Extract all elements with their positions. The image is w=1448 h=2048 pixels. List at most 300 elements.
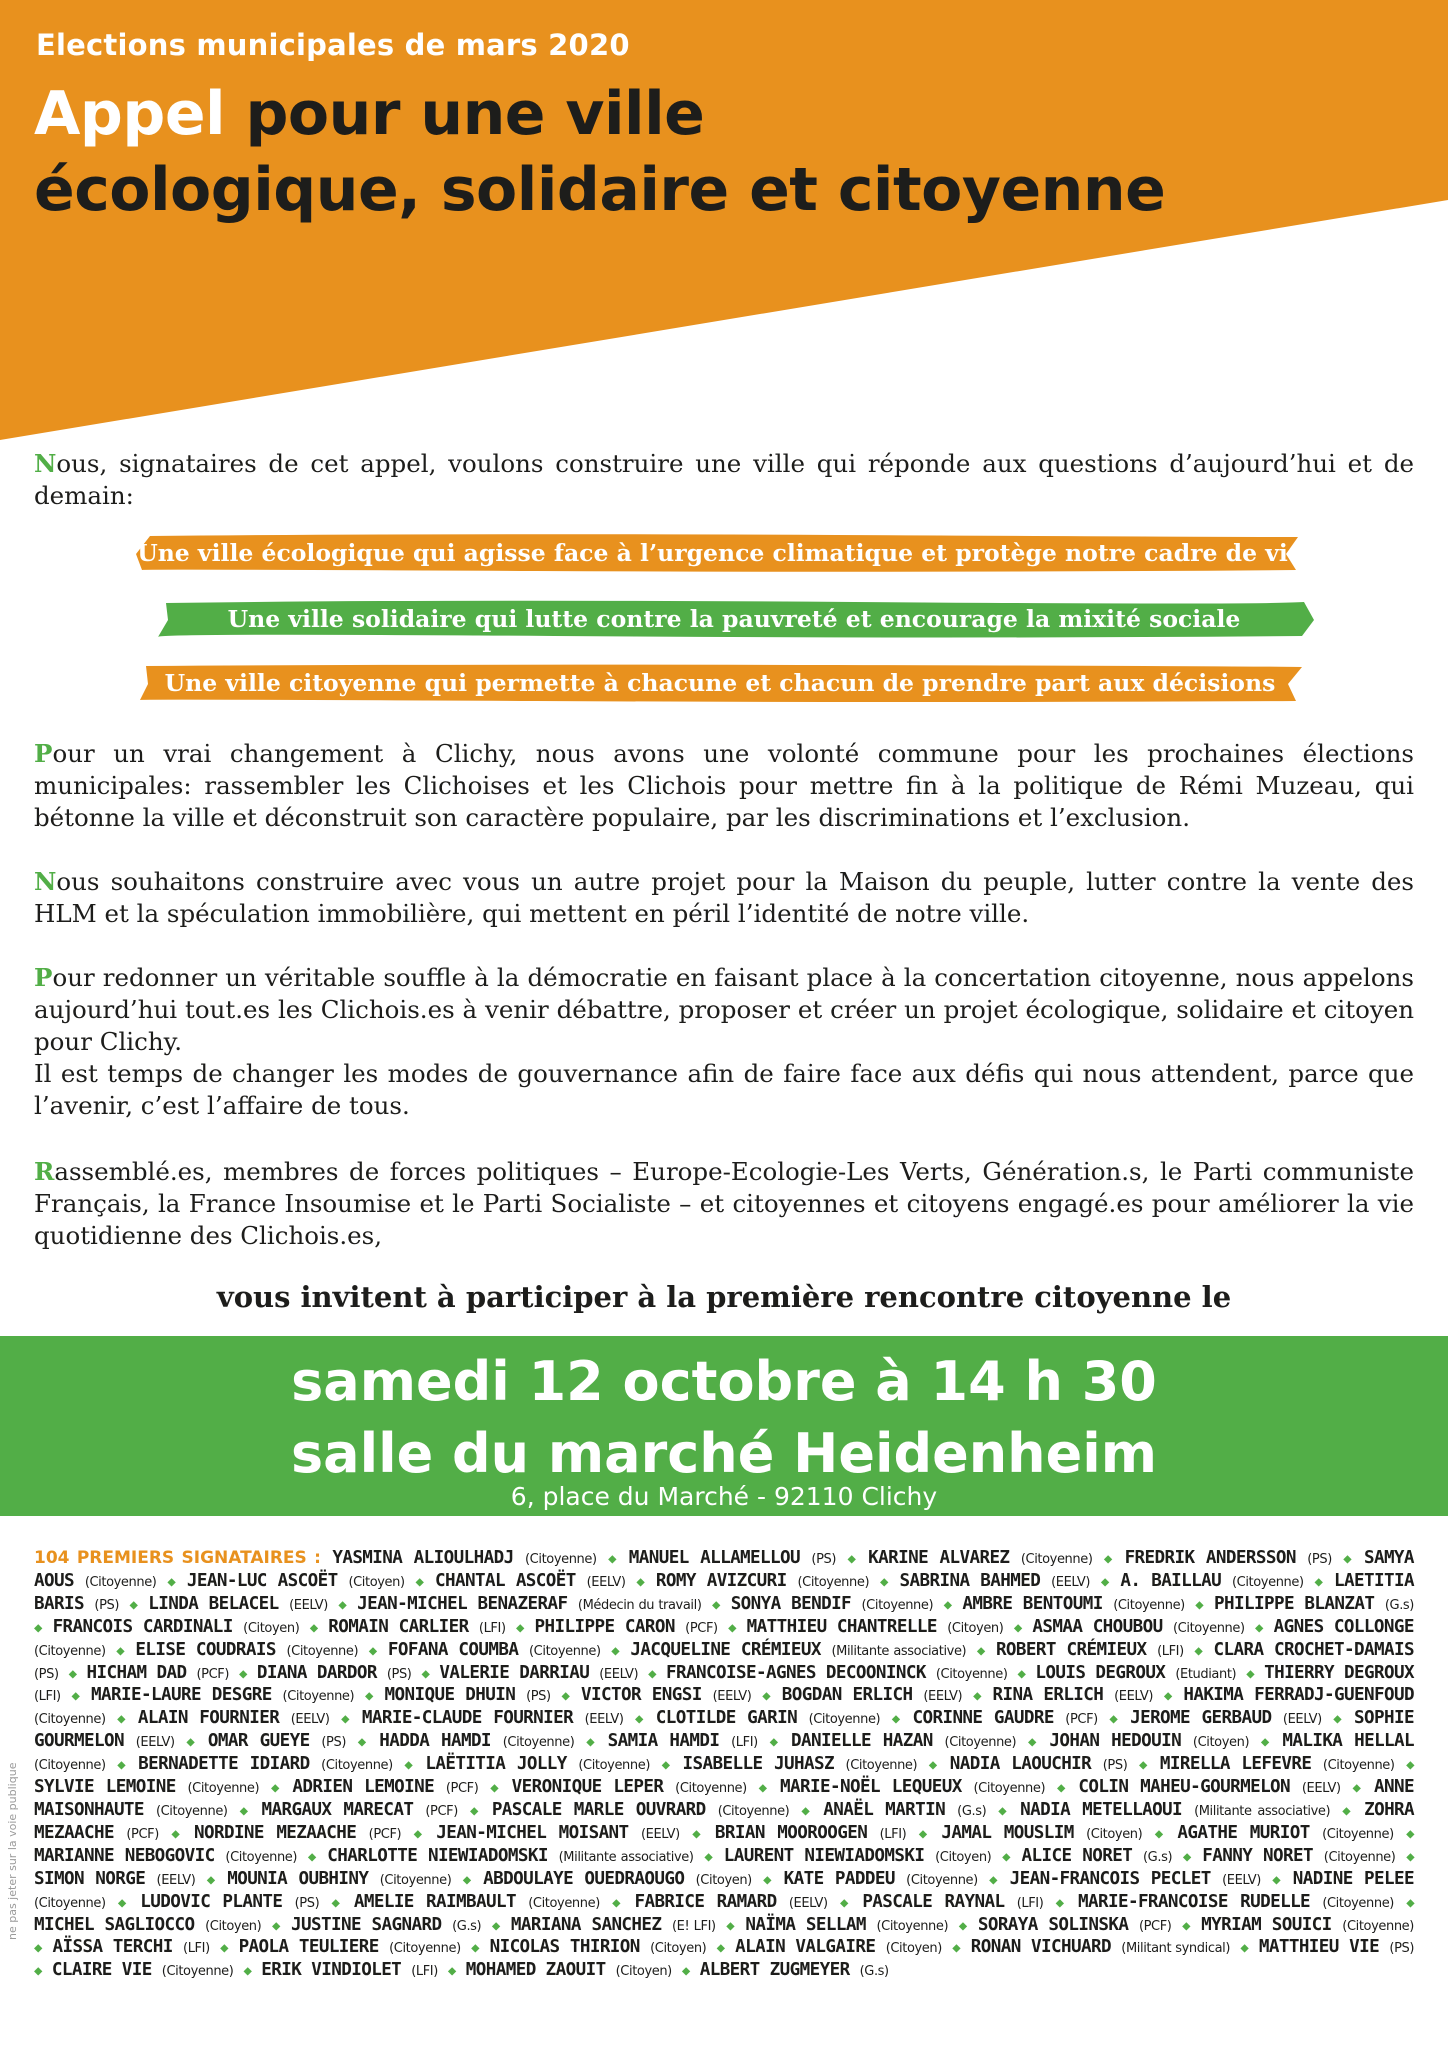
signatory-affiliation: (Citoyenne) [1322,1758,1395,1774]
signatory-name: JEAN-FRANCOIS PECLET [1009,1868,1211,1889]
event-address: 6, place du Marché - 92110 Clichy [510,1482,938,1511]
signatory-name: MIRELLA LEFEVRE [1159,1754,1312,1775]
paragraph-text-2: Il est temps de changer les modes de gouvernance afin de faire face aux défis qui nous attendent, parce que l’avenir, c’est l’affaire de tous. [34,1059,1414,1120]
signatory-name: AÏSSA TERCHI [52,1937,173,1958]
signatory-affiliation: (Citoyenne) [321,1758,393,1774]
paragraph-democratie [34,962,1414,1122]
signatory-affiliation: (G.s) [1143,1849,1173,1865]
signatory-name: LAURENT NIEWIADOMSKI [723,1845,925,1866]
diamond-separator-icon: ◆ [1056,1780,1067,1797]
signatory-affiliation: (LFI) [478,1620,506,1636]
diamond-separator-icon: ◆ [471,1940,480,1957]
signatory-affiliation: (EELV) [586,1574,626,1590]
diamond-separator-icon: ◆ [1406,1894,1415,1911]
diamond-separator-icon: ◆ [1240,1940,1249,1957]
signatory-affiliation: (Citoyenne) [282,1689,355,1705]
signatory-affiliation: (EELV) [1114,1689,1154,1705]
diamond-separator-icon: ◆ [462,1871,472,1888]
signatory-name: ROMY AVIZCURI [655,1570,787,1591]
signatory-name: NAÏMA SELLAM [745,1914,866,1935]
diamond-separator-icon: ◆ [943,1596,952,1613]
diamond-separator-icon: ◆ [586,1734,596,1751]
signatory-name: MICHEL SAGLIOCCO [34,1914,195,1935]
signatory-affiliation: (Militante associative) [1194,1803,1331,1819]
diamond-separator-icon: ◆ [331,1894,342,1911]
signatory-affiliation: (Citoyenne) [578,1758,651,1774]
signatory-affiliation: (Citoyen) [947,1620,1004,1636]
diamond-separator-icon: ◆ [879,1573,889,1590]
banner-solidaire [154,598,1314,640]
signatory-affiliation: (EELV) [640,1826,680,1842]
signatory-affiliation: (PS) [1102,1758,1128,1774]
diamond-separator-icon: ◆ [515,1619,525,1636]
drop-letter: R [34,1157,55,1186]
signatory-name: COLIN MAHEU-GOURMELON [1078,1777,1291,1798]
diamond-separator-icon: ◆ [847,1551,857,1567]
signatory-affiliation: (EELV) [290,1712,330,1728]
signatory-name: RINA ERLICH [992,1685,1104,1706]
diamond-separator-icon: ◆ [338,1596,347,1613]
signatory-name: FRANCOIS CARDINALI [52,1616,233,1637]
signatory-affiliation: (PS) [321,1735,346,1751]
signatory-name: ELISE COUDRAIS [135,1639,276,1660]
signatory-name: ALICE NORET [1021,1845,1133,1866]
signatory-affiliation: (Citoyenne) [187,1781,260,1797]
event-banner [0,1336,1448,1516]
signatory-name: NICOLAS THIRION [489,1937,640,1958]
diamond-separator-icon: ◆ [648,1665,657,1682]
drop-letter: N [34,867,57,896]
signatory-name: JEAN-LUC ASCOËT [186,1570,338,1591]
banner-text: Une ville citoyenne qui permette à chacune et chacun de prendre part aux décisions [164,669,1276,697]
event-date: samedi 12 octobre à 14 h 30 [291,1350,1157,1413]
signatory-name: PASCALE RAYNAL [862,1891,1005,1912]
signatory-affiliation: (Citoyenne) [1342,1918,1414,1934]
signatory-affiliation: (Citoyen) [1192,1735,1250,1751]
signatory-name: ASMAA CHOUBOU [1032,1616,1163,1637]
diamond-separator-icon: ◆ [491,1917,501,1934]
signatory-name: KATE PADDEU [783,1868,895,1889]
signatory-affiliation: (EELV) [712,1689,752,1705]
signatory-name: NADIA METELLAOUI [1020,1799,1183,1820]
signatory-affiliation: (PCF) [196,1666,230,1682]
diamond-separator-icon: ◆ [989,1871,999,1888]
signatory-affiliation: (Citoyenne) [161,1964,234,1980]
intro-paragraph [34,448,1414,512]
signatory-name: PHILIPPE CARON [534,1616,675,1637]
signatory-name: PHILIPPE BLANZAT [1214,1593,1375,1614]
signatory-affiliation: (EELV) [1222,1872,1261,1888]
signatory-affiliation: (Citoyenne) [528,1895,600,1911]
signatory-affiliation: (PS) [1307,1552,1332,1567]
diamond-separator-icon: ◆ [928,1757,939,1774]
signatory-name: MARGAUX MARECAT [261,1799,414,1820]
signatory-affiliation: (Citoyen) [205,1918,262,1934]
signatory-name: SAMYA AOUS [34,1548,1414,1591]
diamond-separator-icon: ◆ [801,1802,812,1819]
event-venue: salle du marché Heidenheim [290,1422,1158,1485]
signatory-name: AGATHE MURIOT [1177,1822,1310,1843]
diamond-separator-icon: ◆ [1333,1711,1343,1728]
signatory-affiliation: (LFI) [183,1941,210,1957]
diamond-separator-icon: ◆ [1406,1825,1414,1842]
signatory-affiliation: (EELV) [1301,1781,1341,1797]
signatory-affiliation: (G.s) [1384,1597,1414,1613]
paragraph-rassembles [34,1156,1414,1252]
diamond-separator-icon: ◆ [307,1848,317,1865]
signatory-affiliation: (E! LFI) [672,1918,716,1934]
signatory-name: JEAN-MICHEL MOISANT [436,1822,629,1843]
diamond-separator-icon: ◆ [611,1642,620,1659]
signatory-name: ALAIN FOURNIER [137,1708,280,1729]
signatory-affiliation: (Citoyenne) [944,1735,1017,1751]
paragraph-text: our redonner un véritable souffle à la démocratie en faisant place à la concertation citoyenne, nous appelons aujourd’hui tout.es les Clichois.es à venir débattre, proposer et créer un projet écologique, solidaire et citoyen pour Clichy. [34,963,1414,1056]
diamond-separator-icon: ◆ [220,1940,229,1957]
signatory-affiliation: (Citoyenne) [1020,1552,1093,1567]
signatory-name: JEAN-MICHEL BENAZERAF [357,1593,568,1614]
signatory-affiliation: (PS) [34,1666,59,1682]
paragraph-text: our un vrai changement à Clichy, nous avons une volonté commune pour les prochaines élections municipales: rassembler les Clichoises et les Clichois pour mettre fin à la politique de Rémi Muzeau, qui bétonne la ville et déconstruit son caractère populaire, par les discriminations et l’exclusion. [34,739,1414,832]
diamond-separator-icon: ◆ [239,1802,250,1819]
signatory-name: JUSTINE SAGNARD [291,1914,442,1935]
signatory-affiliation: (Militante associative) [558,1849,694,1865]
signatory-name: AMELIE RAIMBAULT [353,1891,516,1912]
diamond-separator-icon: ◆ [243,1963,252,1980]
signatory-name: SONYA BENDIF [730,1593,852,1614]
banner-citoyenne [136,662,1304,704]
diamond-separator-icon: ◆ [1154,1825,1165,1842]
diamond-separator-icon: ◆ [129,1596,138,1613]
diamond-separator-icon: ◆ [704,1848,713,1865]
signatory-name: BOGDAN ERLICH [781,1685,913,1706]
signatory-affiliation: (Citoyen) [695,1872,752,1888]
signatory-name: VALERIE DARRIAU [439,1662,590,1683]
diamond-separator-icon: ◆ [1406,1757,1414,1774]
diamond-separator-icon: ◆ [976,1642,986,1659]
diamond-separator-icon: ◆ [1194,1642,1203,1659]
signatory-affiliation: (EELV) [289,1597,328,1613]
diamond-separator-icon: ◆ [490,1780,500,1797]
signatory-name: PASCALE MARLE OUVRARD [491,1799,706,1820]
diamond-separator-icon: ◆ [1343,1551,1353,1567]
signatory-affiliation: (Citoyenne) [973,1781,1046,1797]
signatory-affiliation: (PCF) [1065,1712,1098,1728]
diamond-separator-icon: ◆ [608,1551,618,1567]
signatory-name: ADRIEN LEMOINE [292,1777,435,1798]
diamond-separator-icon: ◆ [1002,1848,1011,1865]
signatory-affiliation: (EELV) [1282,1712,1322,1728]
signatory-name: NORDINE MEZAACHE [193,1822,357,1843]
diamond-separator-icon: ◆ [952,1940,961,1957]
signatory-name: NADINE PELEE [1292,1868,1414,1889]
diamond-separator-icon: ◆ [839,1894,851,1911]
signatory-name: YASMINA ALIOULHADJ [332,1548,514,1568]
title-line1-rest: pour une ville [245,79,705,149]
signatory-name: THIERRY DEGROUX [1264,1662,1414,1683]
diamond-separator-icon: ◆ [726,1917,735,1934]
signatory-affiliation: (PS) [94,1597,120,1613]
signatory-name: ABDOULAYE OUEDRAOUGO [483,1868,685,1889]
signatory-name: ALAIN VALGAIRE [735,1937,876,1958]
signatory-name: MARIANA SANCHEZ [510,1914,662,1935]
signatory-name: MARIANNE NEBOGOVIC [34,1845,215,1866]
signatory-affiliation: (Citoyenne) [797,1574,870,1590]
diamond-separator-icon: ◆ [1352,1780,1363,1797]
signatory-name: JEROME GERBAUD [1130,1708,1272,1729]
drop-letter: P [34,963,53,992]
signatories-list [34,1548,1414,1983]
signatory-name: SORAYA SOLINSKA [977,1914,1129,1935]
signatory-name: ANNE MAISONHAUTE [34,1777,1414,1820]
signatory-affiliation: (Citoyenne) [861,1597,934,1613]
signatory-affiliation: (Militant syndical) [1121,1941,1231,1957]
diamond-separator-icon: ◆ [34,1963,42,1980]
signatory-affiliation: (Citoyenne) [1322,1826,1394,1842]
diamond-separator-icon: ◆ [365,1688,374,1705]
diamond-separator-icon: ◆ [612,1894,623,1911]
diamond-separator-icon: ◆ [341,1711,351,1728]
signatory-name: FABRICE RAMARD [634,1891,777,1912]
diamond-separator-icon: ◆ [1342,1802,1353,1819]
diamond-separator-icon: ◆ [186,1734,197,1751]
diamond-separator-icon: ◆ [34,1940,43,1957]
signatory-affiliation: (PCF) [425,1803,458,1819]
signatory-name: ZOHRA MEZAACHE [34,1799,1415,1843]
signatory-affiliation: (PCF) [1138,1918,1172,1934]
signatory-affiliation: (PCF) [368,1826,402,1842]
signatory-affiliation: (Citoyenne) [717,1803,790,1819]
signatory-affiliation: (EELV) [788,1895,828,1911]
signatory-name: MALIKA HELLAL [1282,1731,1415,1752]
banner-text: Une ville solidaire qui lutte contre la pauvreté et encourage la mixité sociale [227,605,1241,633]
signatory-name: SOPHIE GOURMELON [34,1708,1414,1752]
diamond-separator-icon: ◆ [404,1757,414,1774]
signatory-affiliation: (Citoyenne) [845,1758,918,1774]
signatory-name: ROMAIN CARLIER [328,1616,469,1637]
title-line2: écologique, solidaire et citoyenne [34,155,1166,225]
signatory-affiliation: (LFI) [879,1826,907,1842]
diamond-separator-icon: ◆ [447,1963,456,1980]
signatory-name: DANIELLE HAZAN [791,1731,933,1752]
signatory-name: HAKIMA FERRADJ-GUENFOUD [1183,1685,1414,1706]
signatory-affiliation: (Citoyenne) [906,1872,978,1888]
signatory-affiliation: (Citoyenne) [84,1574,157,1590]
signatory-name: VERONIQUE LEPER [511,1777,664,1798]
signatory-name: HADDA HAMDI [379,1731,491,1752]
signatory-name: OMAR GUEYE [207,1731,310,1752]
diamond-separator-icon: ◆ [769,1734,780,1751]
side-note: ne pas jeter sur la voie publique [6,1762,19,1940]
diamond-separator-icon: ◆ [271,1917,281,1934]
signatory-name: MARIE-FRANCOISE RUDELLE [1077,1891,1311,1912]
diamond-separator-icon: ◆ [1017,1665,1026,1682]
diamond-separator-icon: ◆ [763,1871,773,1888]
page-title [34,76,1414,228]
signatory-name: LUDOVIC PLANTE [140,1891,283,1912]
intro-text: ous, signataires de cet appel, voulons construire une ville qui réponde aux questions d’aujourd’hui et de demain: [34,449,1414,510]
diamond-separator-icon: ◆ [116,1642,125,1659]
diamond-separator-icon: ◆ [1255,1619,1264,1636]
diamond-separator-icon: ◆ [167,1573,177,1590]
signatory-name: MARIE-LAURE DESGRE [91,1685,272,1706]
signatory-name: VICTOR ENGSI [581,1685,702,1706]
diamond-separator-icon: ◆ [469,1802,480,1819]
signatory-name: ROBERT CRÉMIEUX [995,1639,1147,1660]
signatory-name: ISABELLE JUHASZ [682,1754,834,1775]
signatory-name: MARIE-NOËL LEQUEUX [780,1777,962,1798]
paragraph-projet [34,866,1414,930]
diamond-separator-icon: ◆ [1138,1757,1149,1774]
signatory-name: RONAN VICHUARD [970,1937,1111,1958]
signatory-name: FOFANA COUMBA [387,1639,519,1660]
diamond-separator-icon: ◆ [1182,1848,1192,1865]
signatory-affiliation: (Citoyenne) [34,1643,106,1659]
signatory-affiliation: (LFI) [1157,1643,1184,1659]
signatory-name: FRANCOISE-AGNES DECOONINCK [666,1662,926,1683]
signatory-name: LOUIS DEGROUX [1035,1662,1166,1683]
signatory-affiliation: (PS) [294,1895,320,1911]
signatory-name: ALBERT ZUGMEYER [699,1960,850,1981]
signatory-affiliation: (Citoyenne) [1322,1895,1394,1911]
signatory-name: SABRINA BAHMED [899,1570,1041,1591]
diamond-separator-icon: ◆ [206,1871,216,1888]
signatory-name: LAËTITIA JOLLY [425,1754,567,1775]
diamond-separator-icon: ◆ [1103,1551,1114,1567]
signatory-affiliation: (EELV) [599,1666,639,1682]
diamond-separator-icon: ◆ [1055,1894,1066,1911]
signatory-affiliation: (G.s) [452,1918,482,1934]
signatory-name: ERIK VINDIOLET [261,1960,402,1981]
diamond-separator-icon: ◆ [415,1573,425,1590]
diamond-separator-icon: ◆ [1406,1848,1415,1865]
diamond-separator-icon: ◆ [71,1688,81,1705]
paragraph-text: assemblé.es, membres de forces politiques – Europe-Ecologie-Les Verts, Génération.s, le Parti communiste Français, la France Insoumise et le Parti Socialiste – et citoyennes et citoyens engagé.es pour améliorer la vie quotidienne des Clichois.es, [34,1157,1414,1250]
signatory-affiliation: (Citoyenne) [1173,1620,1245,1636]
signatory-affiliation: (PS) [1389,1941,1415,1957]
diamond-separator-icon: ◆ [117,1711,127,1728]
signatory-affiliation: (EELV) [584,1712,624,1728]
diamond-separator-icon: ◆ [368,1642,378,1659]
diamond-separator-icon: ◆ [711,1596,721,1613]
signatory-affiliation: (Militante associative) [831,1643,967,1659]
signatory-name: JACQUELINE CRÉMIEUX [630,1639,821,1660]
diamond-separator-icon: ◆ [1013,1619,1023,1636]
signatory-affiliation: (Citoyenne) [525,1552,597,1567]
signatory-affiliation: (Citoyenne) [808,1712,881,1728]
signatory-affiliation: (Etudiant) [1175,1666,1237,1682]
invite-line: vous invitent à participer à la première rencontre citoyenne le [216,1280,1232,1314]
banner-text: Une ville écologique qui agisse face à l’urgence climatique et protège notre cadre de vie [137,539,1303,567]
diamond-separator-icon: ◆ [891,1711,901,1728]
diamond-separator-icon: ◆ [117,1894,128,1911]
diamond-separator-icon: ◆ [1272,1871,1282,1888]
diamond-separator-icon: ◆ [1027,1734,1038,1751]
signatory-affiliation: (Citoyenne) [1232,1574,1304,1590]
diamond-separator-icon: ◆ [421,1665,430,1682]
signatory-affiliation: (Citoyen) [935,1849,992,1865]
drop-letter: N [34,449,57,478]
signatory-affiliation: (Citoyen) [243,1620,300,1636]
signatory-affiliation: (LFI) [411,1964,438,1980]
diamond-separator-icon: ◆ [357,1734,368,1751]
diamond-separator-icon: ◆ [728,1619,737,1636]
diamond-separator-icon: ◆ [918,1825,929,1842]
signatory-affiliation: (EELV) [135,1735,175,1751]
signatory-name: JOHAN HEDOUIN [1049,1731,1182,1752]
signatory-name: AMBRE BENTOUMI [962,1593,1103,1614]
paragraph-text: ous souhaitons construire avec vous un autre projet pour la Maison du peuple, lutter contre la vente des HLM et la spéculation immobilière, qui mettent en péril l’identité de notre ville. [34,867,1414,928]
signatory-affiliation: (Citoyenne) [1113,1597,1185,1613]
signatory-name: CORINNE GAUDRE [912,1708,1054,1729]
signatory-affiliation: (PCF) [445,1781,479,1797]
diamond-separator-icon: ◆ [561,1688,571,1705]
diamond-separator-icon: ◆ [1163,1688,1173,1705]
signatory-name: A. BAILLAU [1120,1570,1222,1591]
diamond-separator-icon: ◆ [1260,1734,1271,1751]
paragraph-changement [34,738,1414,834]
signatory-affiliation: (Citoyenne) [502,1735,575,1751]
diamond-separator-icon: ◆ [998,1802,1009,1819]
signatory-name: SAMIA HAMDI [607,1731,720,1752]
signatory-affiliation: (Citoyenne) [286,1643,359,1659]
signatory-name: CLAIRE VIE [51,1960,152,1981]
signatory-name: KARINE ALVAREZ [868,1548,1010,1568]
signatory-affiliation: (Citoyen) [348,1574,405,1590]
signatory-name: NADIA LAOUCHIR [949,1754,1092,1775]
signatory-name: LAETITIA BARIS [34,1570,1414,1614]
signatory-name: MARIE-CLAUDE FOURNIER [361,1708,574,1729]
signatory-affiliation: (Citoyenne) [1323,1849,1396,1865]
signatory-affiliation: (Citoyenne) [155,1803,228,1819]
signatory-affiliation: (PS) [526,1689,551,1705]
diamond-separator-icon: ◆ [661,1757,671,1774]
signatory-affiliation: (EELV) [923,1689,963,1705]
signatory-affiliation: (Citoyenne) [389,1941,461,1957]
signatory-affiliation: (Citoyenne) [379,1872,452,1888]
diamond-separator-icon: ◆ [1195,1596,1204,1613]
diamond-separator-icon: ◆ [681,1963,690,1980]
diamond-separator-icon: ◆ [1246,1665,1255,1682]
signatory-affiliation: (EELV) [1051,1574,1090,1590]
signatory-name: BRIAN MOOROOGEN [714,1822,868,1843]
diamond-separator-icon: ◆ [758,1780,769,1797]
diamond-separator-icon: ◆ [171,1825,182,1842]
signatory-affiliation: (G.s) [957,1803,987,1819]
signatory-name: PAOLA TEULIERE [238,1937,379,1958]
signatory-name: CHANTAL ASCOËT [435,1570,576,1591]
signatory-affiliation: (Médecin du travail) [577,1597,702,1613]
signatory-affiliation: (Citoyenne) [876,1918,949,1934]
signatory-name: BERNADETTE IDIARD [138,1754,310,1775]
signatory-affiliation: (Citoyenne) [225,1849,298,1865]
title-highlight: Appel [34,79,226,149]
signatory-affiliation: (LFI) [731,1735,758,1751]
signatory-affiliation: (Citoyenne) [529,1643,601,1659]
diamond-separator-icon: ◆ [1182,1917,1191,1934]
diamond-separator-icon: ◆ [636,1573,646,1590]
banner-ecologique [136,532,1304,574]
signatory-affiliation: (Citoyenne) [34,1758,106,1774]
signatory-affiliation: (Citoyenne) [34,1895,106,1911]
signatory-affiliation: (LFI) [1016,1895,1044,1911]
signatory-name: CLARA CROCHET-DAMAIS [1213,1639,1414,1660]
signatory-name: CLOTILDE GARIN [655,1708,798,1729]
signatory-affiliation: (Citoyen) [650,1941,707,1957]
signatory-affiliation: (PS) [386,1666,412,1682]
diamond-separator-icon: ◆ [692,1825,703,1842]
diamond-separator-icon: ◆ [117,1757,127,1774]
diamond-separator-icon: ◆ [1314,1573,1324,1590]
